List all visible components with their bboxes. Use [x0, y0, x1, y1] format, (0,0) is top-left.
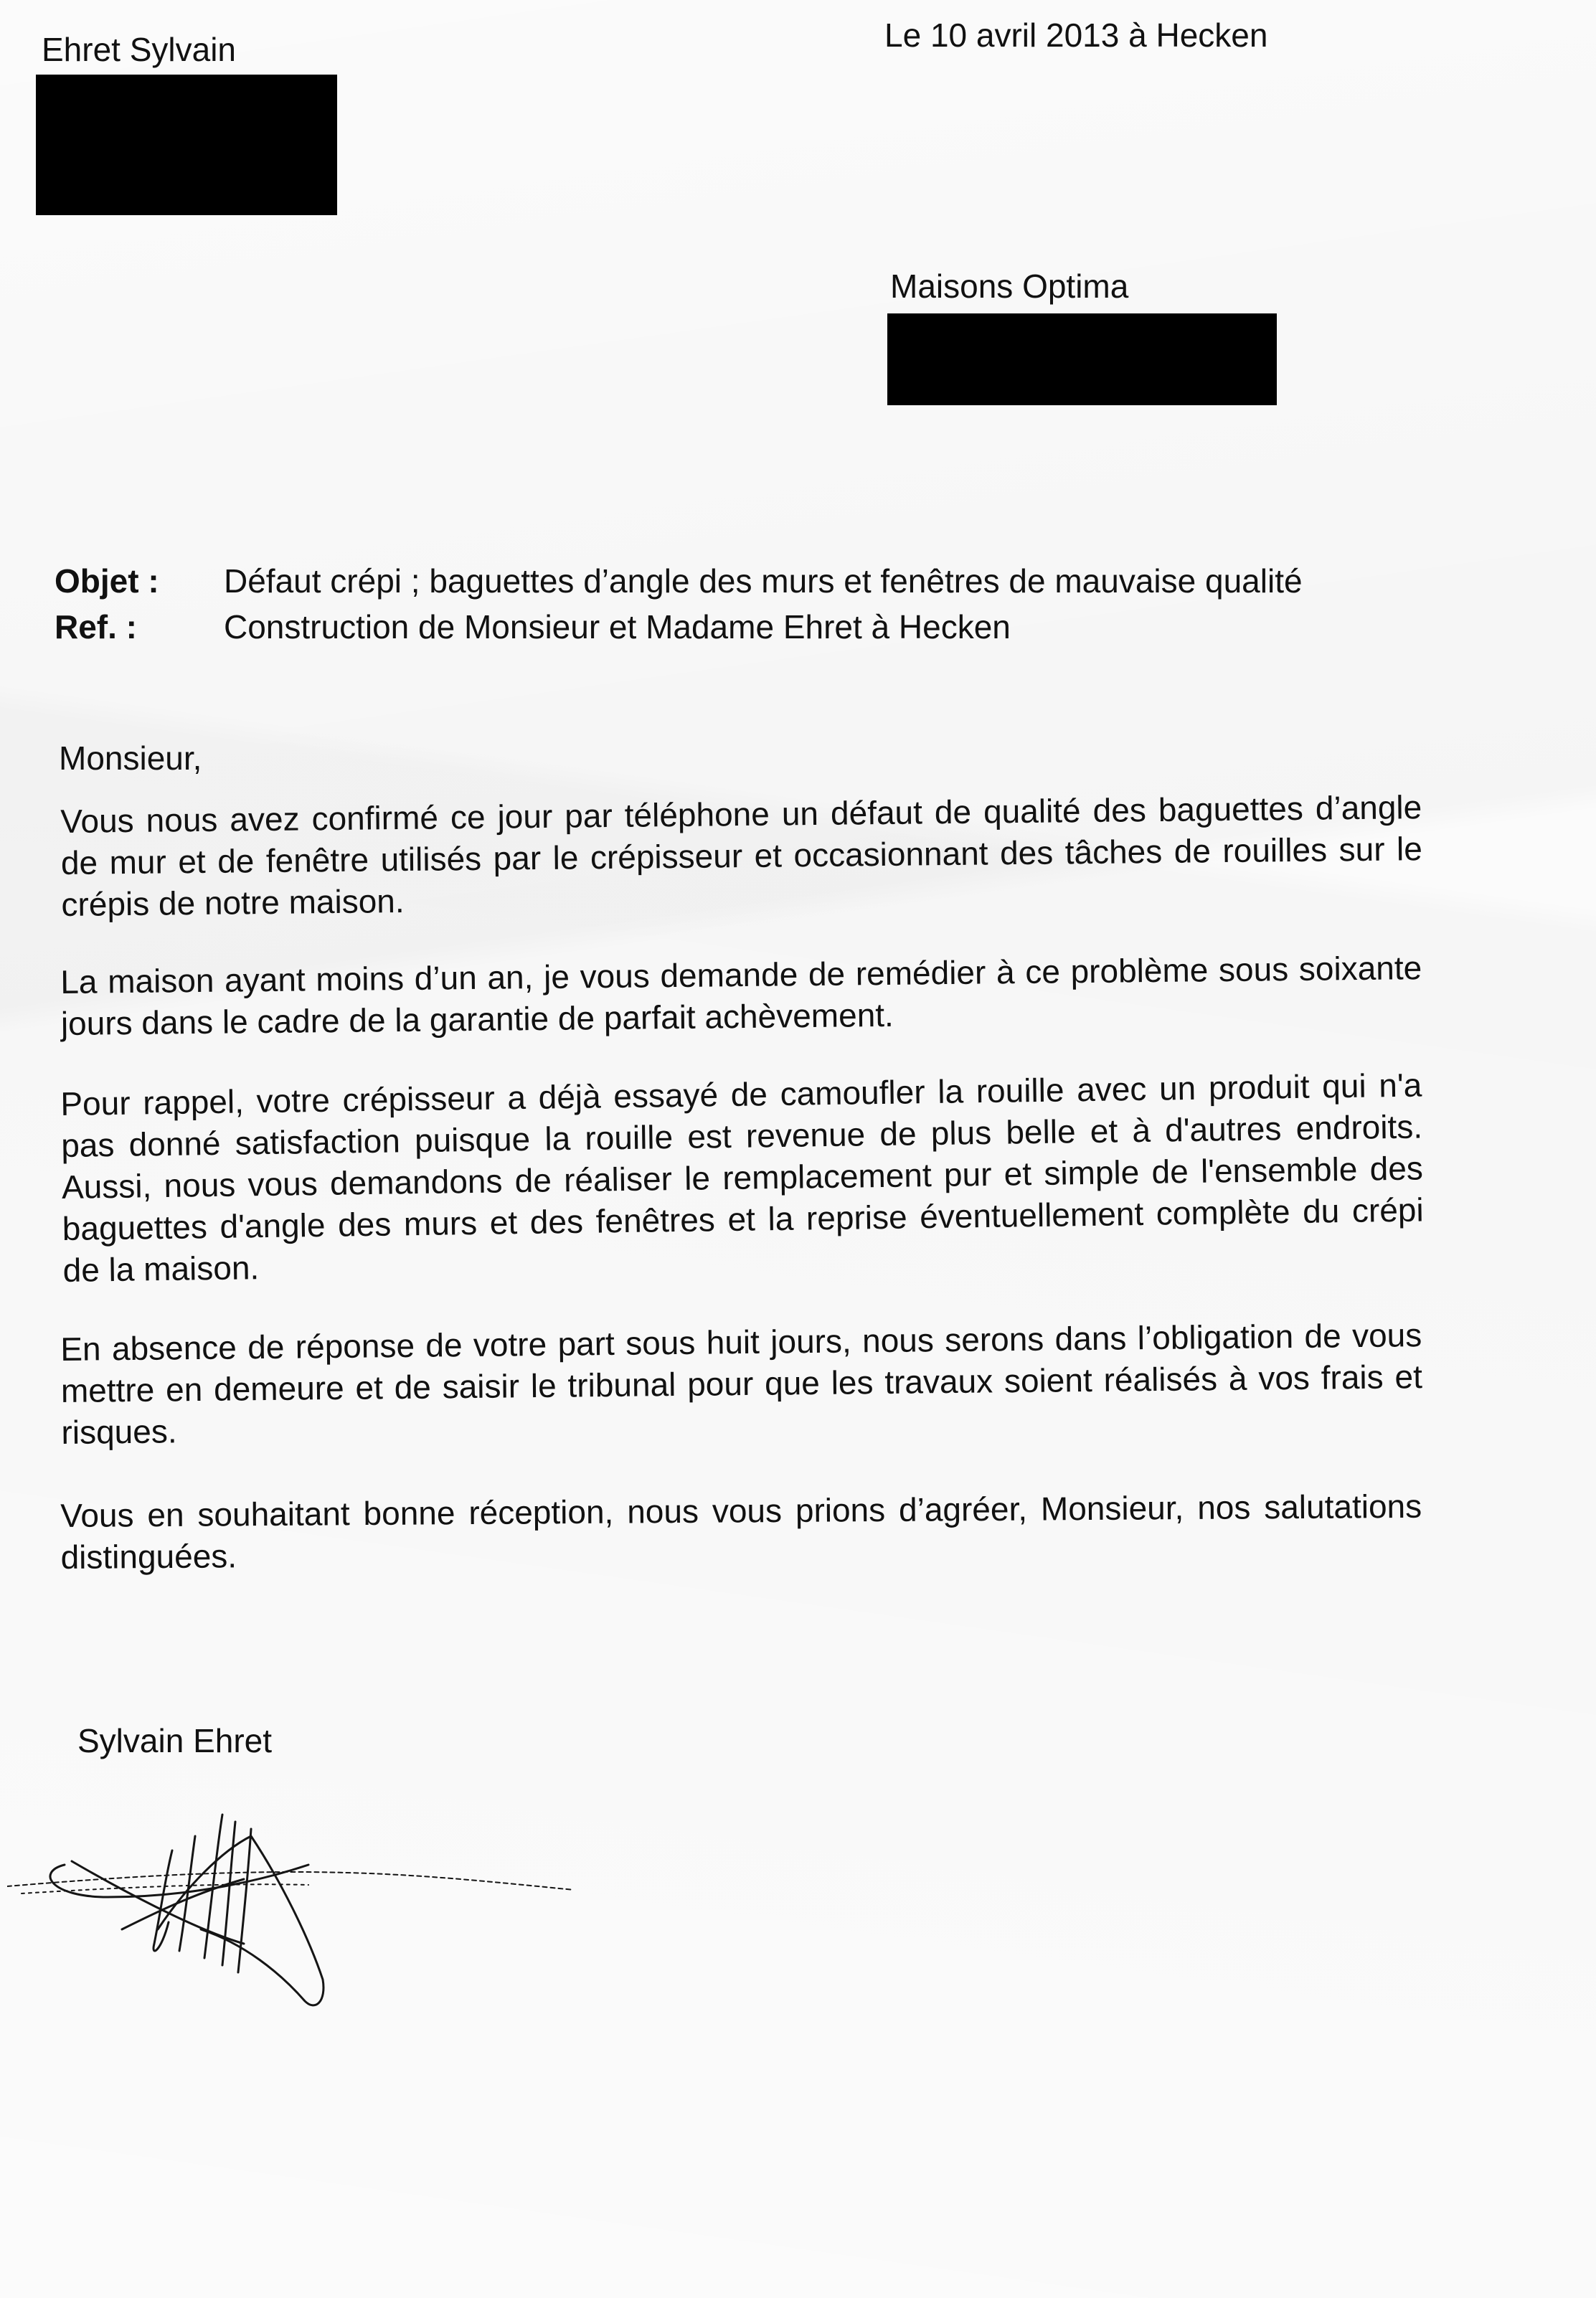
- body-paragraph: En absence de réponse de votre part sous huit jours, nous serons dans l’obligation de vous mettre en demeure et de saisir le tribunal pour que les travaux soient réalisés à vos frais et risques.: [60, 1316, 1423, 1451]
- body-paragraph: La maison ayant moins d’un an, je vous demande de remédier à ce problème sous soixante jours dans le cadre de la garantie de parfait achèvement.: [60, 949, 1422, 1042]
- salutation: Monsieur,: [59, 739, 202, 777]
- body-paragraph: Vous en souhaitant bonne réception, nous vous prions d’agréer, Monsieur, nos salutations distinguées.: [60, 1487, 1422, 1576]
- recipient-address-redaction: [887, 313, 1277, 405]
- sender-address-redaction: [36, 75, 337, 215]
- sender-name: Ehret Sylvain: [42, 31, 237, 68]
- signer-name: Sylvain Ehret: [77, 1722, 273, 1759]
- objet-row: [55, 558, 1303, 604]
- ref-row: [55, 604, 1303, 650]
- objet-text: Défaut crépi ; baguettes d’angle des murs et fenêtres de mauvaise qualité: [224, 562, 1303, 600]
- ref-label: Ref. :: [55, 608, 137, 646]
- subject-block: [55, 558, 1303, 650]
- ref-text: Construction de Monsieur et Madame Ehret à Hecken: [224, 608, 1011, 646]
- date-line: Le 10 avril 2013 à Hecken: [884, 16, 1268, 54]
- body-paragraph: Vous nous avez confirmé ce jour par téléphone un défaut de qualité des baguettes d’angle de mur et de fenêtre utilisés par le crépisseur et occasionnant des tâches de rouilles sur le crépis de notre maison.: [60, 788, 1423, 923]
- objet-label: Objet :: [55, 562, 159, 600]
- handwritten-signature: [7, 1764, 581, 2023]
- recipient-name: Maisons Optima: [890, 268, 1129, 305]
- body-paragraph: Pour rappel, votre crépisseur a déjà essayé de camoufler la rouille avec un produit qui n'a pas donné satisfaction puisque la rouille est revenue de plus belle et à d'autres endroits. Aussi, nous vous demandons de réaliser le remplacement pur et simple de l'ensemble des baguettes d'angle des murs et des fenêtres et la reprise éventuellement complète du crépi de la maison.: [60, 1066, 1425, 1289]
